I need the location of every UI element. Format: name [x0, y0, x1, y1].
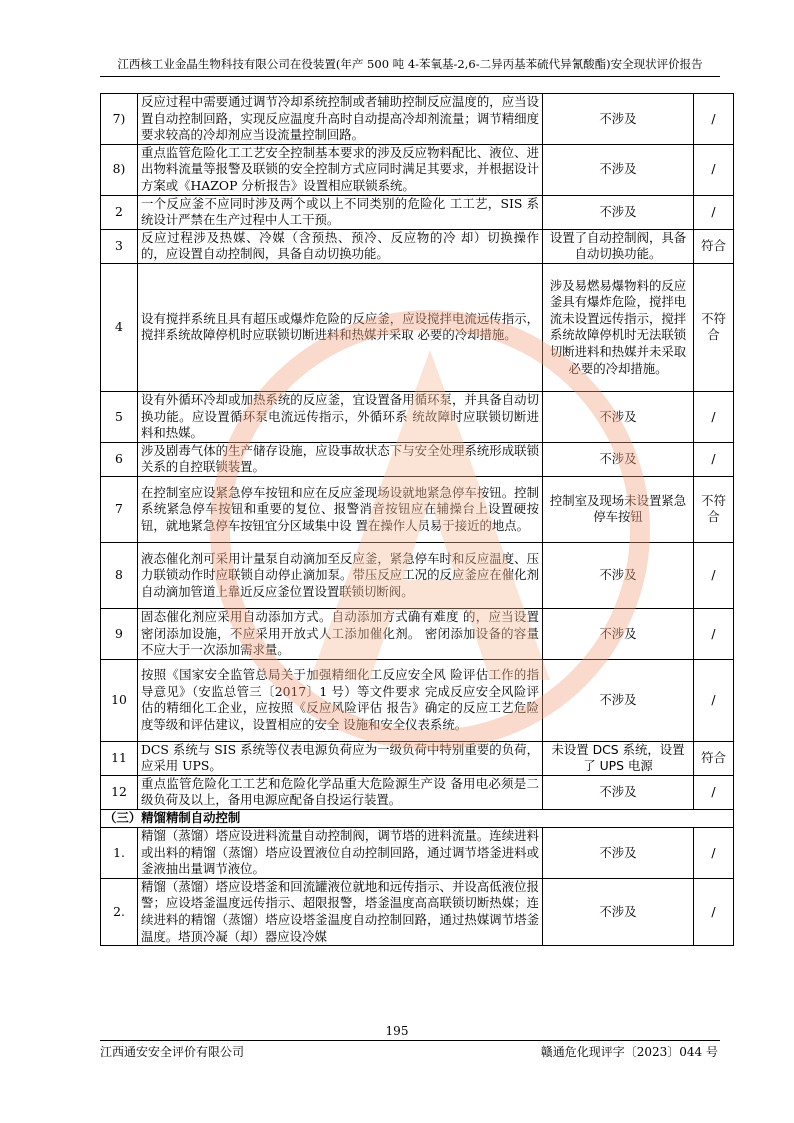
- table-row: [101, 195, 734, 229]
- requirement-cell: 反应过程涉及热媒、冷媒（含预热、预冷、反应物的冷 却）切换操作的，应设置自动控制阀，具备自动切换功能。: [138, 229, 543, 263]
- result-cell: /: [694, 195, 734, 229]
- requirement-cell: 液态催化剂可采用计量泵自动滴加至反应釜，紧急停车时和反应温度、压力联锁动作时应联锁自动停止滴加泵。带压反应工况的反应釜应在催化剂自动滴加管道上靠近反应釜位置设置联锁切断阀。: [138, 542, 543, 608]
- section-heading: （三）精馏精制自动控制: [101, 810, 734, 828]
- footer-rule: [100, 1040, 720, 1041]
- table-row: [101, 391, 734, 442]
- row-number: 3: [101, 229, 138, 263]
- requirement-cell: 涉及剧毒气体的生产储存设施，应设事故状态下与安全处理系统形成联锁关系的自控联锁装置。: [138, 442, 543, 476]
- result-cell: /: [694, 608, 734, 659]
- requirement-cell: 一个反应釜不应同时涉及两个或以上不同类别的危险化 工工艺，SIS 系统设计严禁在生产过程中人工干预。: [138, 195, 543, 229]
- result-cell: /: [694, 659, 734, 741]
- result-cell: 符合: [694, 229, 734, 263]
- table-section-row: [101, 810, 734, 828]
- situation-cell: 涉及易燃易爆物料的反应釜具有爆炸危险，搅拌电流未设置远传指示，搅拌系统故障停机时无法联锁切断进料和热媒并未采取必要的冷却措施。: [543, 263, 694, 391]
- row-number: 8: [101, 542, 138, 608]
- row-number: 5: [101, 391, 138, 442]
- result-cell: /: [694, 542, 734, 608]
- requirement-cell: 精馏（蒸馏）塔应设进料流量自动控制阀，调节塔的进料流量。连续进料或出料的精馏（蒸馏）塔应设置液位自动控制回路，通过调节塔釜进料或釜液抽出量调节液位。: [138, 828, 543, 879]
- result-cell: /: [694, 878, 734, 945]
- row-number: 9: [101, 608, 138, 659]
- row-number: 7: [101, 476, 138, 542]
- situation-cell: 控制室及现场未设置紧急停车按钮: [543, 476, 694, 542]
- table-row: [101, 608, 734, 659]
- table-row: [101, 144, 734, 195]
- requirement-cell: 设有搅拌系统且具有超压或爆炸危险的反应釜，应设搅拌电流远传指示，搅拌系统故障停机时应联锁切断进料和热媒并采取 必要的冷却措施。: [138, 263, 543, 391]
- result-cell: /: [694, 144, 734, 195]
- situation-cell: 不涉及: [543, 195, 694, 229]
- table-row: [101, 94, 734, 145]
- row-number: 11: [101, 741, 138, 775]
- situation-cell: 不涉及: [543, 775, 694, 809]
- situation-cell: 不涉及: [543, 442, 694, 476]
- table-row: [101, 263, 734, 391]
- page-header-title: 江西核工业金晶生物科技有限公司在役装置(年产 500 吨 4-苯氧基-2,6-二异丙基苯硫代异氰酸酯)安全现状评价报告: [117, 57, 703, 71]
- header-rule: [100, 76, 720, 77]
- footer-doc-number: 赣通危化现评字〔2023〕044 号: [540, 1045, 718, 1059]
- row-number: 12: [101, 775, 138, 809]
- requirement-cell: 重点监管危险化工工艺安全控制基本要求的涉及反应物料配比、液位、进出物料流量等报警及联锁的安全控制方式应同时满足其要求，并根据设计方案或《HAZOP 分析报告》设置相应联锁系统。: [138, 144, 543, 195]
- requirement-cell: 反应过程中需要通过调节冷却系统控制或者辅助控制反应温度的，应当设置自动控制回路，实现反应温度升高时自动提高冷却剂流量；调节精细度要求较高的冷却剂应当设流量控制回路。: [138, 94, 543, 145]
- situation-cell: 未设置 DCS 系统，设置了 UPS 电源: [543, 741, 694, 775]
- result-cell: /: [694, 775, 734, 809]
- result-cell: /: [694, 391, 734, 442]
- row-number: 7): [101, 94, 138, 145]
- result-cell: /: [694, 442, 734, 476]
- requirement-cell: 设有外循环冷却或加热系统的反应釜，宜设置备用循环泵，并具备自动切换功能。应设置循环泵电流远传指示，外循环系 统故障时应联锁切断进料和热媒。: [138, 391, 543, 442]
- situation-cell: 不涉及: [543, 659, 694, 741]
- table-row: [101, 775, 734, 809]
- requirement-cell: DCS 系统与 SIS 系统等仪表电源负荷应为一级负荷中特别重要的负荷，应采用 UPS。: [138, 741, 543, 775]
- requirement-cell: 固态催化剂应采用自动添加方式。自动添加方式确有难度 的，应当设置密闭添加设施，不应采用开放式人工添加催化剂。 密闭添加设备的容量不应大于一次添加需求量。: [138, 608, 543, 659]
- table-row: [101, 476, 734, 542]
- result-cell: /: [694, 94, 734, 145]
- result-cell: /: [694, 828, 734, 879]
- table-row: [101, 828, 734, 879]
- row-number: 10: [101, 659, 138, 741]
- situation-cell: 不涉及: [543, 144, 694, 195]
- table-row: [101, 229, 734, 263]
- table-row: [101, 741, 734, 775]
- requirement-cell: 按照《国家安全监管总局关于加强精细化工反应安全风 险评估工作的指导意见》（安监总管三〔2017〕1 号）等文件要求 完成反应安全风险评估的精细化工企业，应按照《反应风险评估 报告》确定的反应工艺危险度等级和评估建议，设置相应的安全 设施和安全仪表系统。: [138, 659, 543, 741]
- page-number: 195: [385, 1024, 409, 1038]
- table-row: [101, 542, 734, 608]
- row-number: 6: [101, 442, 138, 476]
- situation-cell: 设置了自动控制阀，具备自动切换功能。: [543, 229, 694, 263]
- footer-company: 江西通安安全评价有限公司: [100, 1045, 245, 1059]
- evaluation-table: [100, 93, 734, 946]
- result-cell: 不符合: [694, 476, 734, 542]
- table-row: [101, 659, 734, 741]
- situation-cell: 不涉及: [543, 542, 694, 608]
- table-row: [101, 878, 734, 945]
- row-number: 4: [101, 263, 138, 391]
- table-row: [101, 442, 734, 476]
- situation-cell: 不涉及: [543, 94, 694, 145]
- result-cell: 不符合: [694, 263, 734, 391]
- result-cell: 符合: [694, 741, 734, 775]
- row-number: 1.: [101, 828, 138, 879]
- situation-cell: 不涉及: [543, 608, 694, 659]
- row-number: 2: [101, 195, 138, 229]
- requirement-cell: 在控制室应设紧急停车按钮和应在反应釜现场设就地紧急停车按钮。控制系统紧急停车按钮和重要的复位、报警消音按钮应在辅操台上设置硬按钮，就地紧急停车按钮宜分区域集中设 置在操作人员易于接近的地点。: [138, 476, 543, 542]
- row-number: 8): [101, 144, 138, 195]
- row-number: 2.: [101, 878, 138, 945]
- situation-cell: 不涉及: [543, 878, 694, 945]
- situation-cell: 不涉及: [543, 391, 694, 442]
- situation-cell: 不涉及: [543, 828, 694, 879]
- requirement-cell: 精馏（蒸馏）塔应设塔釜和回流罐液位就地和远传指示、并设高低液位报警；应设塔釜温度远传指示、超限报警，塔釜温度高高联锁切断热媒；连续进料的精馏（蒸馏）塔应设塔釜温度自动控制回路，通过热媒调节塔釜温度。塔顶冷凝（却）器应设冷媒: [138, 878, 543, 945]
- requirement-cell: 重点监管危险化工工艺和危险化学品重大危险源生产设 备用电必须是二级负荷及以上，备用电源应配备自投运行装置。: [138, 775, 543, 809]
